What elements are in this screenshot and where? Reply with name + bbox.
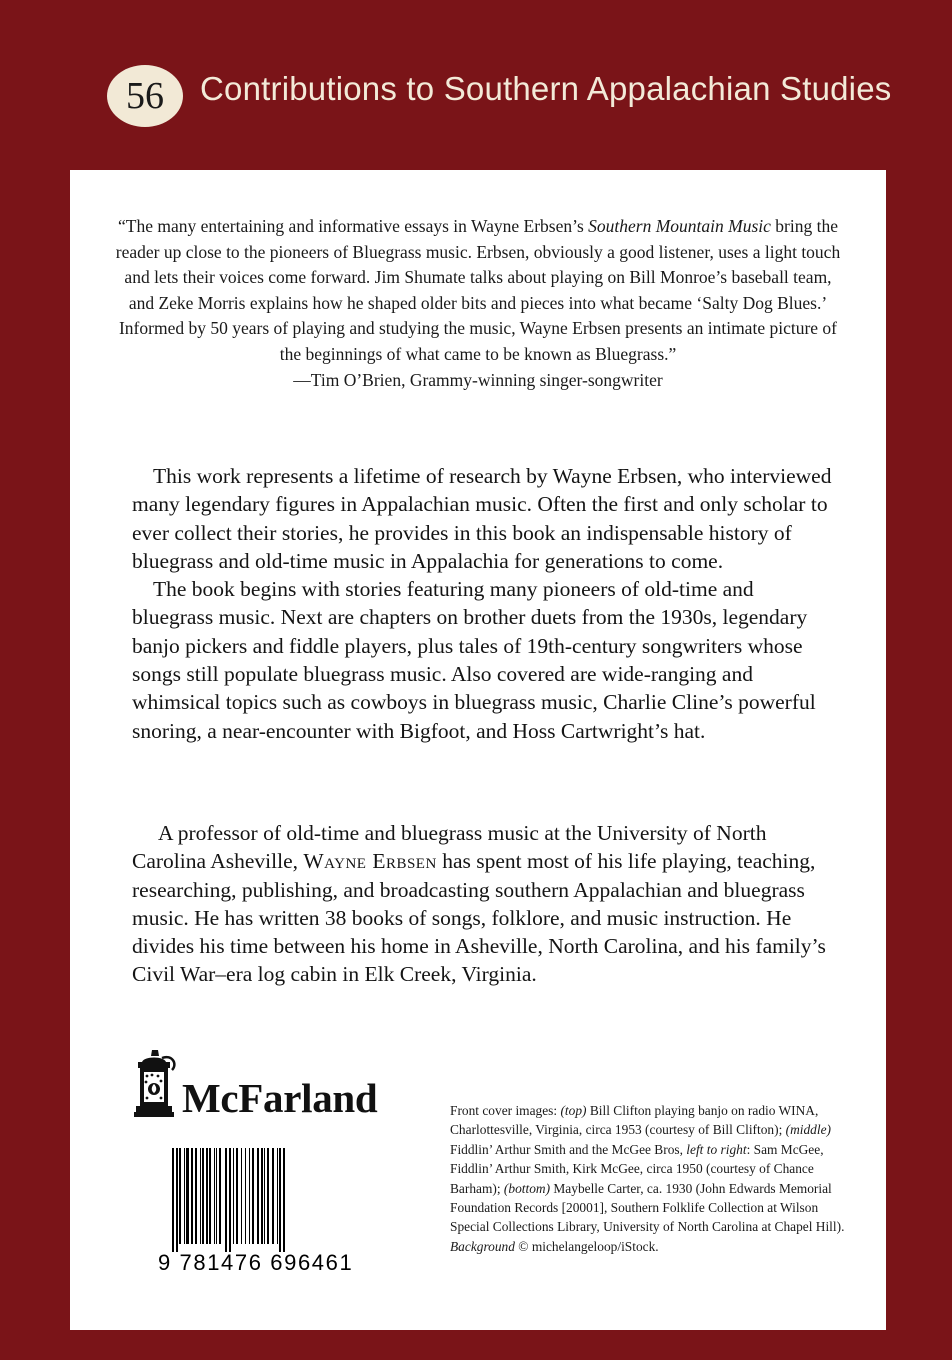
- credits-italic: left to right: [686, 1141, 747, 1157]
- isbn-barcode: [158, 1148, 391, 1280]
- author-bio: [132, 819, 832, 989]
- quote-part: bring the reader up close to the pioneers of Bluegrass music. Erbsen, obviously a good listener, uses a light touch and lets their voices come forward. Jim Shumate talks about playing on Bill Monroe’s baseball team, and Zeke Morris explains how he shaped older bits and pieces into what became ‘Salty Dog Blues.’ Informed by 50 years of playing and studying the music, Wayne Erbsen presents an intimate picture of the beginnings of what came to be known as Bluegrass.”: [115, 216, 841, 364]
- credits-text: © michelangeloop/iStock.: [514, 1238, 659, 1254]
- series-title: Contributions to Southern Appalachian Studies: [200, 70, 892, 107]
- series-header: [0, 0, 952, 170]
- bio-text: has spent most of his life playing, teaching, researching, publishing, and broadcasting southern Appalachian and bluegrass music. He has written 38 books of songs, folklore, and music instruction. He divides his time between his home in Asheville, North Carolina, and his family’s Civil War–era log cabin in Elk Creek, Virginia.: [132, 849, 826, 987]
- credits-text: Bill Clifton playing banjo on radio WINA, Charlottesville, Virginia, circa 1953 (courtesy of Bill Clifton);: [450, 1103, 819, 1138]
- book-description: [132, 462, 832, 745]
- description-paragraph: The book begins with stories featuring many pioneers of old-time and bluegrass music. Next are chapters on brother duets from the 1930s, legendary banjo pickers and fiddle players, plus tales of 19th-century songwriters whose songs still populate bluegrass music. Also covered are wide-ranging and whimsical topics such as cowboys in bluegrass music, Charlie Cline’s powerful snoring, a near-encounter with Bigfoot, and Hoss Cartwright’s hat.: [132, 577, 816, 743]
- credits-italic: (middle): [785, 1122, 832, 1138]
- author-name: Wayne Erbsen: [303, 849, 437, 874]
- credits-text: Fiddlin’ Arthur Smith and the McGee Bros,: [450, 1141, 687, 1157]
- publisher-logo: [132, 1048, 392, 1128]
- quote-part: “The many entertaining and informative essays in Wayne Erbsen’s: [118, 216, 589, 236]
- series-number-badge: [107, 65, 183, 127]
- credits-italic: Background: [450, 1238, 515, 1254]
- isbn-number: 9 781476 696461: [158, 1250, 354, 1275]
- back-cover-panel: [70, 170, 886, 1330]
- description-paragraph: This work represents a lifetime of research by Wayne Erbsen, who interviewed many legendary figures in Appalachian music. Often the first and only scholar to ever collect their stories, he provides in this book an indispensable history of bluegrass and old-time music in Appalachia for generations to come.: [132, 464, 832, 573]
- barcode-bars: [158, 1148, 391, 1252]
- credits-text: Maybelle Carter, ca. 1930 (John Edwards Memorial Foundation Records [20001], Southern Folklife Collection at Wilson Special Collections Library, University of North Carolina at Chapel Hill).: [450, 1180, 845, 1235]
- publisher-name: McFarland: [182, 1075, 378, 1121]
- quote-attribution: —Tim O’Brien, Grammy-winning singer-songwriter: [293, 369, 663, 390]
- credits-italic: (bottom): [503, 1180, 551, 1196]
- bio-paragraph: [132, 819, 832, 989]
- credits-italic: (top): [560, 1103, 587, 1118]
- endorsement-quote: [115, 214, 841, 393]
- cover-image-credits: [450, 1101, 856, 1256]
- quote-text: [115, 214, 841, 368]
- bio-text: A professor of old-time and bluegrass music at the University of North Carolina Asheville,: [132, 821, 767, 874]
- quote-book-title: Southern Mountain Music: [588, 216, 771, 236]
- credits-text: Front cover images:: [450, 1103, 561, 1118]
- lantern-icon: [132, 1048, 176, 1120]
- credits-text: : Sam McGee, Fiddlin’ Arthur Smith, Kirk McGee, circa 1950 (courtesy of Chance Barham);: [450, 1141, 824, 1196]
- series-number: 56: [126, 75, 164, 117]
